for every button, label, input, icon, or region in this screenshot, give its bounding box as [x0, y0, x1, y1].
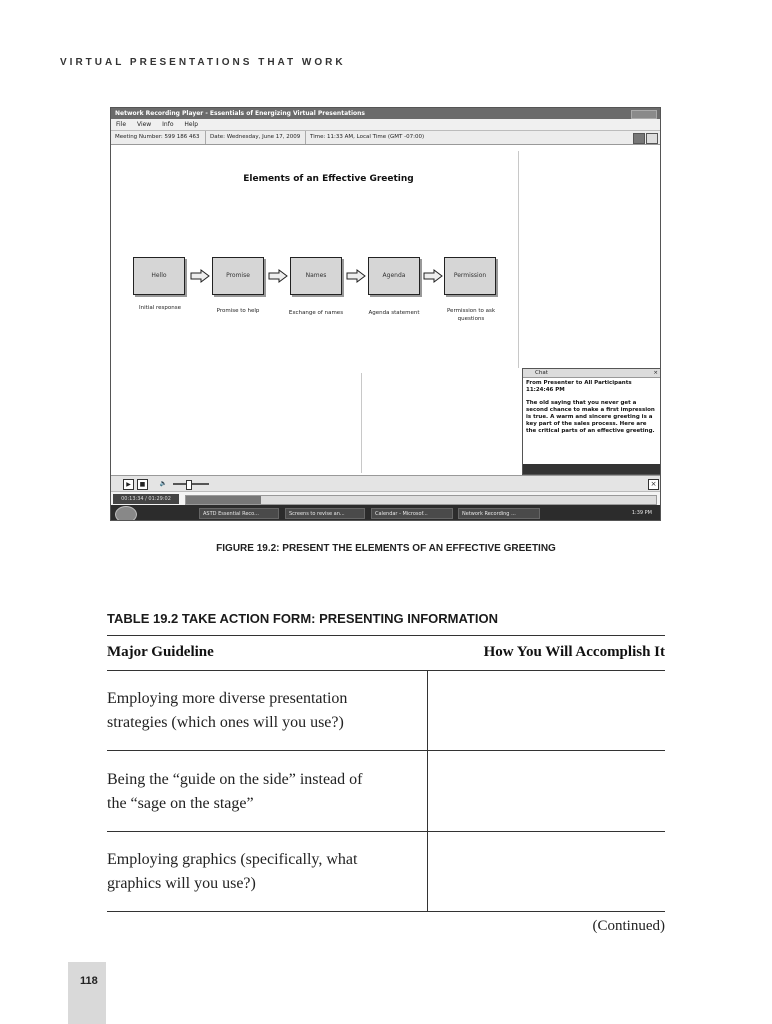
meeting-date: Date: Wednesday, June 17, 2009: [206, 131, 306, 144]
running-head: VIRTUAL PRESENTATIONS THAT WORK: [60, 57, 346, 68]
taskbar-clock: 1:39 PM: [631, 510, 652, 516]
close-icon[interactable]: ×: [653, 370, 658, 376]
window-title: Network Recording Player - Essentials of Energizing Virtual Presentations: [115, 110, 366, 117]
figure-caption: FIGURE 19.2: PRESENT THE ELEMENTS OF AN EFFECTIVE GREETING: [216, 543, 556, 554]
chat-input-area[interactable]: [523, 464, 661, 474]
row-text-line: graphics will you use?): [107, 875, 256, 892]
row-text-line: Employing more diverse presentation: [107, 690, 348, 707]
panel-divider: [361, 373, 362, 473]
table-rule: [107, 670, 665, 671]
chat-header: [523, 369, 661, 378]
row-text-line: Being the “guide on the side” instead of: [107, 771, 363, 788]
meeting-time: Time: 11:33 AM, Local Time (GMT -07:00): [310, 134, 425, 140]
table-row: [107, 687, 407, 735]
arrow-right-icon: [346, 269, 366, 283]
step-box-promise: Promise: [212, 257, 264, 295]
taskbar-item[interactable]: ASTD Essential Reco...: [199, 508, 279, 519]
row-text-line: the “sage on the stage”: [107, 795, 254, 812]
window-titlebar: [111, 108, 660, 119]
taskbar-item[interactable]: Screens to revise an...: [285, 508, 365, 519]
page-number: 118: [80, 975, 98, 987]
chat-timestamp: 11:24:46 PM: [526, 387, 565, 393]
meeting-info-bar: [111, 131, 660, 145]
step-caption: Promise to help: [216, 308, 260, 314]
row-text-line: strategies (which ones will you use?): [107, 714, 344, 731]
chat-message: The old saying that you never get a second chance to make a first impression is true. A warm and sincere greeting is a key part of the sales process. Here are the critical parts of an effective greeting.: [526, 400, 655, 434]
column-header-guideline: Major Guideline: [107, 644, 214, 660]
step-caption: Exchange of names: [288, 310, 344, 316]
continued-note: [593, 918, 666, 935]
step-box-permission: Permission: [444, 257, 496, 295]
step-box-names: Names: [290, 257, 342, 295]
menu-bar: [111, 119, 660, 131]
volume-handle[interactable]: [186, 480, 192, 490]
playback-controls: [111, 475, 660, 492]
close-icon[interactable]: ×: [648, 479, 659, 490]
menu-info[interactable]: Info: [162, 121, 174, 128]
volume-icon[interactable]: 🔈: [159, 480, 168, 487]
playback-time: 00:13:34 / 01:29:02: [113, 494, 179, 504]
continued-text: (Continued): [592, 918, 665, 934]
step-caption: Permission to ask questions: [446, 308, 496, 322]
start-button-icon[interactable]: [115, 506, 137, 521]
step-caption: Agenda statement: [368, 310, 420, 316]
step-caption: Initial response: [139, 305, 181, 311]
table-title: TABLE 19.2 TAKE ACTION FORM: PRESENTING INFORMATION: [107, 611, 498, 626]
screenshot-figure: [110, 107, 661, 521]
table-rule-top: [107, 635, 665, 636]
step-box-hello: Hello: [133, 257, 185, 295]
slide-title: Elements of an Effective Greeting: [243, 174, 414, 184]
table-rule-bottom: [107, 911, 665, 912]
menu-view[interactable]: View: [136, 121, 152, 128]
page-number-tab: [68, 962, 106, 1024]
chat-title: Chat: [535, 370, 548, 376]
stop-icon[interactable]: ■: [137, 479, 148, 490]
chat-from: From Presenter to All Participants: [526, 380, 632, 386]
taskbar-item[interactable]: Calendar - Microsof...: [371, 508, 453, 519]
progress-fill: [186, 496, 261, 504]
table-rule: [107, 831, 665, 832]
window-icon-button[interactable]: [633, 133, 645, 144]
row-text-line: Employing graphics (specifically, what: [107, 851, 358, 868]
arrow-right-icon: [268, 269, 288, 283]
chat-panel: [522, 368, 661, 475]
table-rule: [107, 750, 665, 751]
play-icon[interactable]: ▶: [123, 479, 134, 490]
document-icon-button[interactable]: [646, 133, 658, 144]
window-controls[interactable]: [631, 110, 657, 119]
meeting-number: Meeting Number: 599 186 463: [111, 131, 206, 144]
table-row: [107, 848, 407, 896]
arrow-right-icon: [190, 269, 210, 283]
progress-track[interactable]: [185, 495, 657, 505]
table-row: [107, 768, 407, 816]
arrow-right-icon: [423, 269, 443, 283]
menu-file[interactable]: File: [116, 121, 127, 128]
taskbar-item[interactable]: Network Recording ...: [458, 508, 540, 519]
menu-help[interactable]: Help: [184, 121, 199, 128]
table-column-divider: [427, 670, 428, 912]
seek-bar: [111, 491, 660, 506]
column-header-accomplish: How You Will Accomplish It: [483, 644, 665, 660]
step-box-agenda: Agenda: [368, 257, 420, 295]
windows-taskbar: [111, 505, 660, 521]
